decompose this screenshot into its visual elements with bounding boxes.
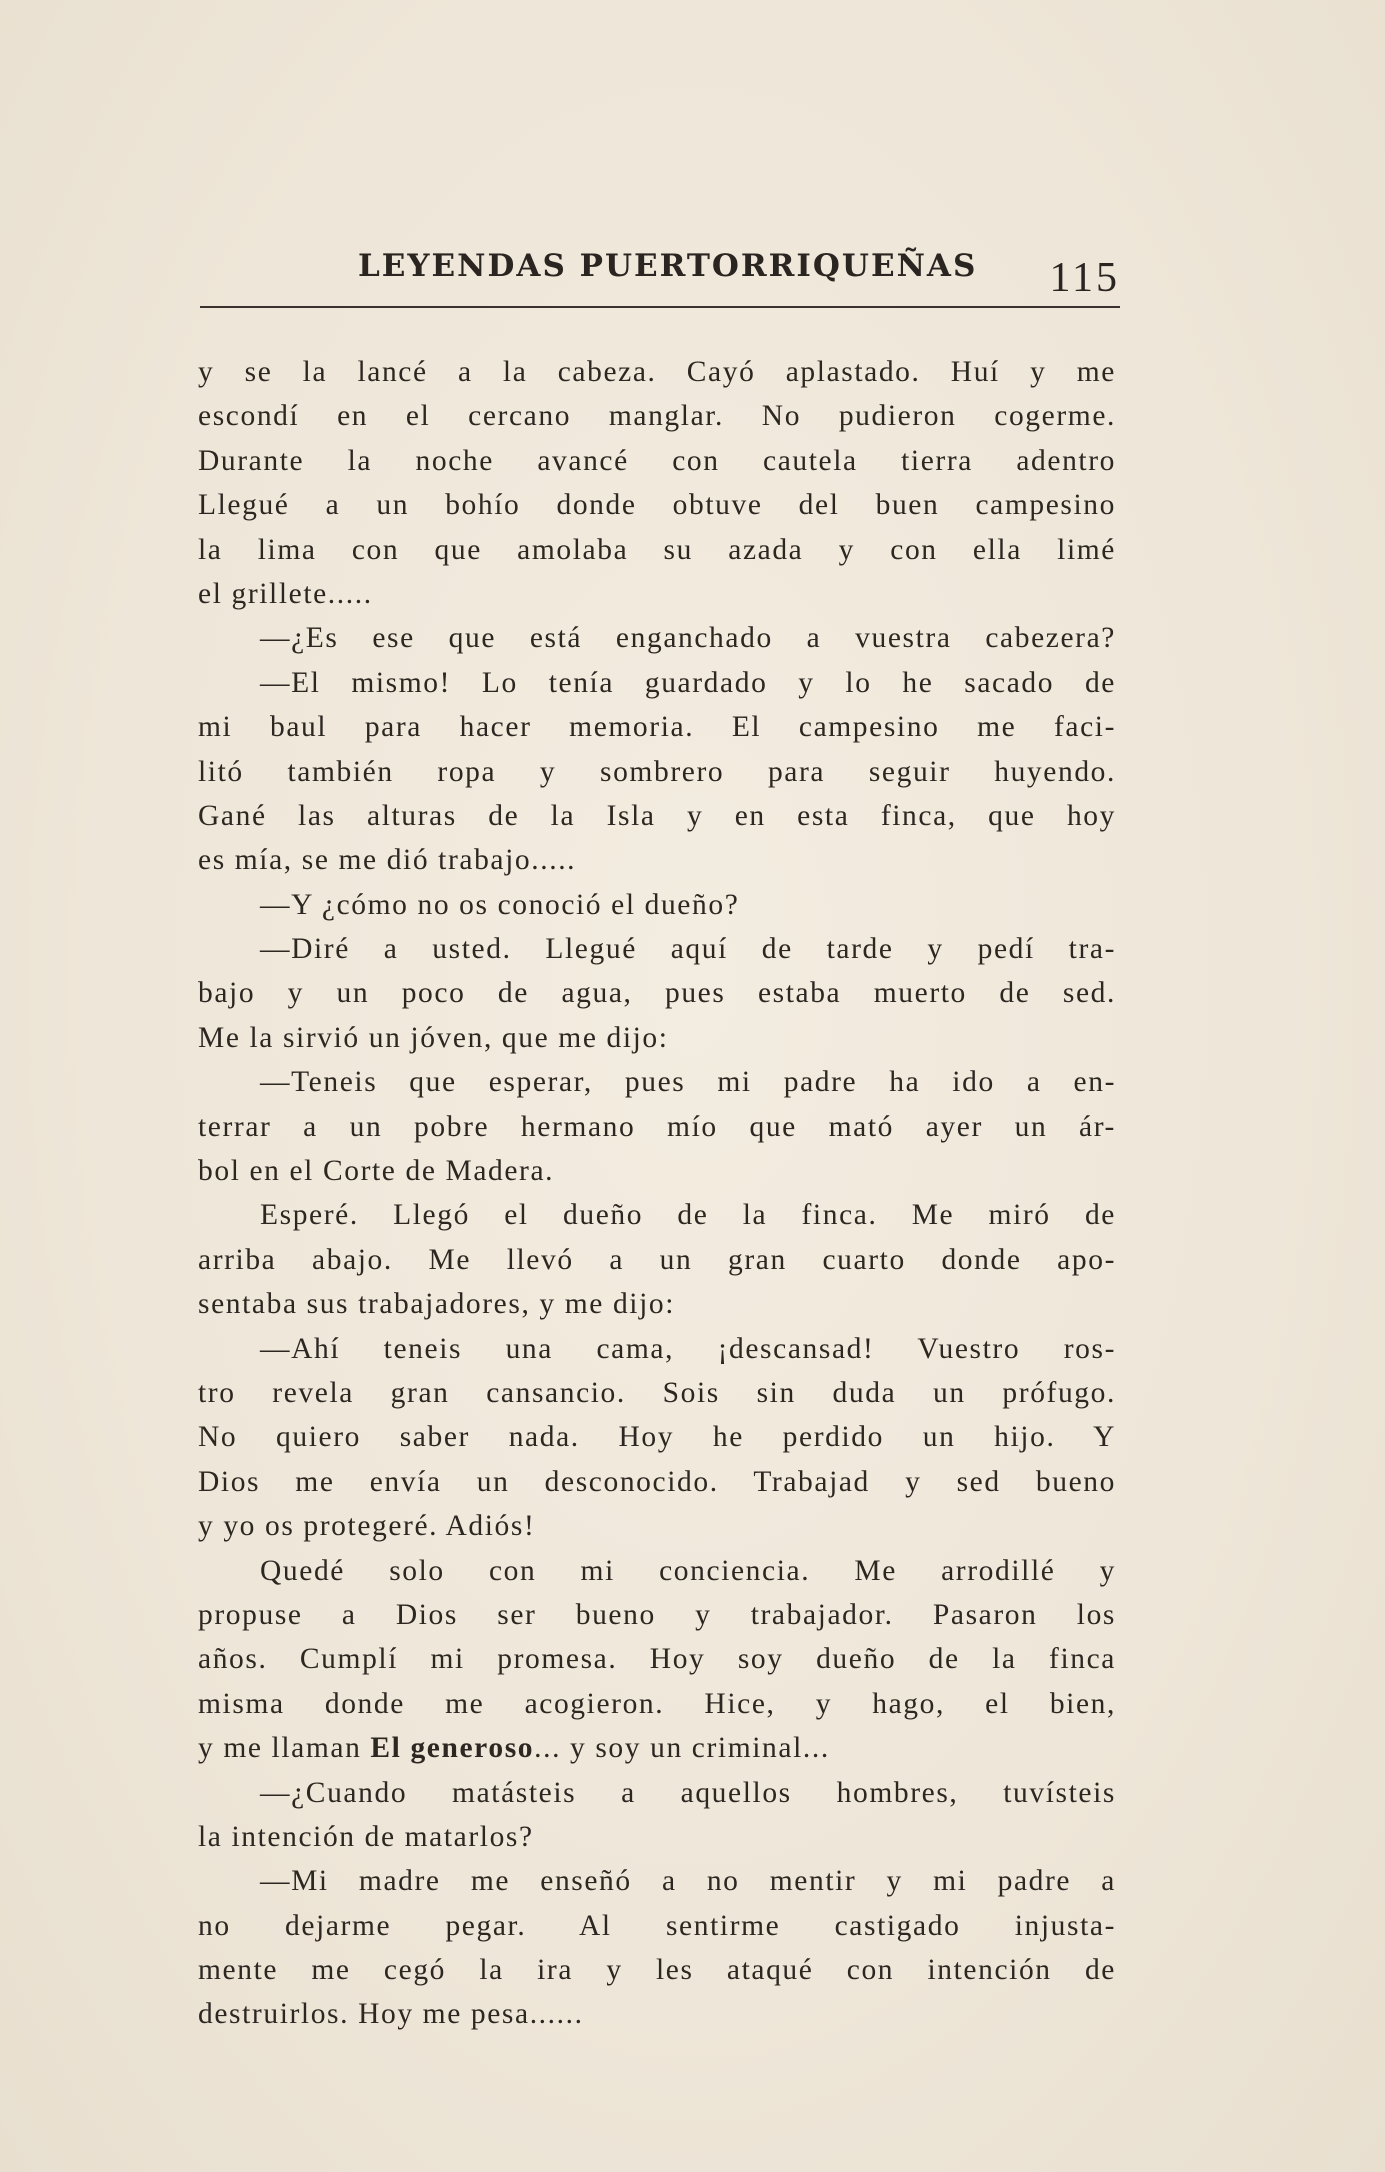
text-line: la lima con que amolaba su azada y con ella limé — [198, 533, 1116, 566]
text-line: la intención de matarlos? — [198, 1820, 534, 1853]
text-line: tro revela gran cansancio. Sois sin duda un prófugo. — [198, 1376, 1116, 1409]
running-title: LEYENDAS PUERTORRIQUEÑAS — [358, 248, 978, 284]
page-number: 115 — [1049, 255, 1120, 301]
text-line: destruirlos. Hoy me pesa...... — [198, 1998, 584, 2031]
text-line: —¿Es ese que está enganchado a vuestra cabezera? — [260, 622, 1116, 655]
text-line: misma donde me acogieron. Hice, y hago, el bien, — [198, 1687, 1116, 1720]
text-fragment: ... y soy un criminal... — [534, 1732, 830, 1765]
text-line: arriba abajo. Me llevó a un gran cuarto donde apo- — [198, 1243, 1116, 1276]
body-text — [198, 350, 1116, 2037]
text-line: No quiero saber nada. Hoy he perdido un hijo. Y — [198, 1421, 1116, 1454]
text-line: no dejarme pegar. Al sentirme castigado injusta- — [198, 1909, 1116, 1942]
text-line: sentaba sus trabajadores, y me dijo: — [198, 1288, 676, 1321]
text-line: —Y ¿cómo no os conoció el dueño? — [260, 888, 740, 921]
text-line: —Mi madre me enseñó a no mentir y mi padre a — [260, 1865, 1116, 1898]
text-line: escondí en el cercano manglar. No pudieron cogerme. — [198, 400, 1116, 433]
text-line: y yo os protegeré. Adiós! — [198, 1510, 536, 1543]
header-rule — [200, 306, 1120, 308]
text-line: bol en el Corte de Madera. — [198, 1155, 555, 1188]
text-line: Durante la noche avancé con cautela tierra adentro — [198, 444, 1116, 477]
text-line: —¿Cuando matásteis a aquellos hombres, tuvísteis — [260, 1776, 1116, 1809]
text-line: es mía, se me dió trabajo..... — [198, 844, 577, 877]
emphasis-el-generoso: El generoso — [370, 1732, 535, 1765]
text-line: litó también ropa y sombrero para seguir huyendo. — [198, 755, 1116, 788]
text-line: mi baul para hacer memoria. El campesino me faci- — [198, 711, 1116, 744]
text-fragment: y me llaman — [198, 1732, 371, 1765]
text-line: Gané las alturas de la Isla y en esta finca, que hoy — [198, 799, 1116, 832]
text-line: —Diré a usted. Llegué aquí de tarde y pedí tra- — [260, 933, 1116, 966]
text-line: —Ahí teneis una cama, ¡descansad! Vuestro ros- — [260, 1332, 1116, 1365]
text-line: Quedé solo con mi conciencia. Me arrodillé y — [260, 1554, 1116, 1587]
text-line: terrar a un pobre hermano mío que mató ayer un ár- — [198, 1110, 1116, 1143]
page-header — [200, 238, 1120, 318]
text-line: mente me cegó la ira y les ataqué con intención de — [198, 1954, 1116, 1987]
text-line: años. Cumplí mi promesa. Hoy soy dueño de la finca — [198, 1643, 1116, 1676]
text-line: bajo y un poco de agua, pues estaba muerto de sed. — [198, 977, 1116, 1010]
text-line: Dios me envía un desconocido. Trabajad y sed bueno — [198, 1465, 1116, 1498]
text-line: —El mismo! Lo tenía guardado y lo he sacado de — [260, 666, 1116, 699]
text-line: el grillete..... — [198, 577, 373, 610]
text-line — [198, 1726, 1116, 1770]
text-line: —Teneis que esperar, pues mi padre ha ido a en- — [260, 1066, 1116, 1099]
text-line: Esperé. Llegó el dueño de la finca. Me miró de — [260, 1199, 1116, 1232]
text-line: Me la sirvió un jóven, que me dijo: — [198, 1021, 669, 1054]
text-line: y se la lancé a la cabeza. Cayó aplastado. Huí y me — [198, 356, 1116, 388]
text-line: propuse a Dios ser bueno y trabajador. Pasaron los — [198, 1598, 1116, 1631]
text-line: Llegué a un bohío donde obtuve del buen campesino — [198, 489, 1116, 522]
